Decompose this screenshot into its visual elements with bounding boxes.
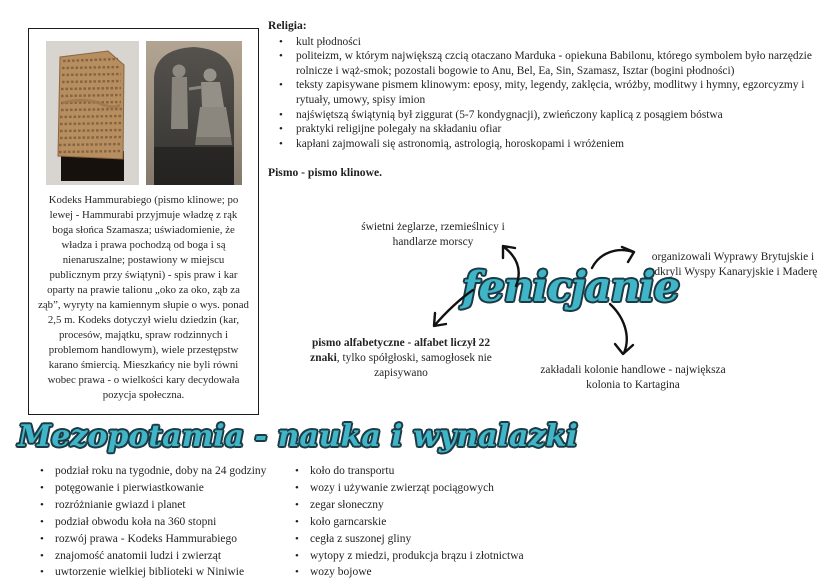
cuneiform-tablet-image	[46, 41, 139, 185]
invention-item: • zegar słoneczny	[291, 497, 611, 514]
invention-item: • wytopy z miedzi, produkcja brązu i złotnictwa	[291, 548, 611, 565]
hammurabi-figure-box	[28, 28, 259, 415]
inventions-list-right	[291, 463, 611, 581]
invention-item: • podział obwodu koła na 360 stopni	[36, 514, 291, 531]
figure-photos	[29, 41, 258, 185]
figure-caption: Kodeks Hammurabiego (pismo klinowe; po lewej - Hammurabi przyjmuje władzę z rąk boga słońca Szamasza; uświadomienie, że władza i prawa pochodzą od boga i są nienaruszalne; postawiony w miejscu publicznym przy świątyni) - spis praw i kar oparty na prawie talionu „oko za oko, ząb za ząb”, wyryty na kamiennym słupie o wys. ponad 2,5 m. Kodeks dotyczył wielu dziedzin (kar, procesów, majątku, spraw rodzinnych i problemom handlowym), wiele przestępstw karano śmiercią. Mieszkańcy nie byli równi wobec prawa - o wielkości kary decydowała pozycja społeczna.	[38, 194, 249, 401]
invention-item: • koło do transportu	[291, 463, 611, 480]
invention-item: • wozy bojowe	[291, 564, 611, 581]
religion-section	[268, 19, 820, 181]
religion-bullet-item: • teksty zapisywane pismem klinowym: eposy, mity, legendy, zaklęcia, wróżby, modlitwy i hymny, egzorcyzmy i rytuały, umowy, spisy imion	[268, 78, 820, 107]
invention-item: • uwtorzenie wielkiej biblioteki w Niniwie	[36, 564, 291, 581]
religion-bullet-item: • kapłani zajmowali się astronomią, astrologią, horoskopami i wróżeniem	[268, 137, 820, 152]
arrow-down-left-icon	[428, 286, 476, 330]
invention-item: • cegła z suszonej gliny	[291, 531, 611, 548]
mindmap-node-colonies: zakładali kolonie handlowe - największa kolonia to Kartagina	[540, 364, 726, 391]
inventions-list-left	[36, 463, 291, 581]
mindmap-alphabet-bold: pismo alfabetyczne - alfabet liczył 22 znaki	[310, 337, 491, 364]
arrow-up-right-icon	[588, 243, 638, 271]
invention-item: • wozy i używanie zwierząt pociągowych	[291, 480, 611, 497]
mindmap-center-fenicjanie: fenicjanie	[462, 263, 679, 311]
religion-bullet-item: • politeizm, w którym największą czcią otaczano Marduka - opiekuna Babilonu, którego symbolem było narzędzie rolnicze i wąż-smok; pozostali bogowie to Anu, Bel, Ea, Sin, Szamasz, Isztar (bogini płodności)	[268, 49, 820, 78]
hammurabi-stele-image	[146, 41, 242, 185]
mindmap-node-expeditions: organizowali Wyprawy Brytujskie i odkryli Wyspy Kanaryjskie i Maderę	[648, 251, 818, 278]
invention-item: • podział roku na tygodnie, doby na 24 godziny	[36, 463, 291, 480]
invention-item: • rozróżnianie gwiazd i planet	[36, 497, 291, 514]
religion-bullet-item: • najświętszą świątynią był ziggurat (5-7 kondygnacji), zwieńczony kaplicą z posągiem bóstwa	[268, 108, 820, 123]
religion-bullet-item: • praktyki religijne polegały na składaniu ofiar	[268, 122, 820, 137]
mindmap-alphabet-rest: , tylko spółgłoski, samogłosek nie zapisywano	[336, 351, 492, 379]
religion-heading: Religia:	[268, 19, 307, 32]
invention-item: • koło garncarskie	[291, 514, 611, 531]
mindmap-node-alphabet	[306, 336, 496, 380]
invention-item: • znajomość anatomii ludzi i zwierząt	[36, 548, 291, 565]
religion-bullet-item: • kult płodności	[268, 35, 820, 50]
arrow-up-left-icon	[482, 240, 524, 288]
religion-list	[268, 35, 820, 152]
mezopotamia-heading: Mezopotamia - nauka i wynalazki	[18, 419, 578, 454]
arrow-down-icon	[604, 300, 640, 358]
invention-item: • potęgowanie i pierwiastkowanie	[36, 480, 291, 497]
mindmap-node-sailors: świetni żeglarze, rzemieślnicy i handlarze morscy	[361, 221, 505, 248]
invention-item: • rozwój prawa - Kodeks Hammurabiego	[36, 531, 291, 548]
pismo-heading: Pismo - pismo klinowe.	[268, 166, 383, 180]
